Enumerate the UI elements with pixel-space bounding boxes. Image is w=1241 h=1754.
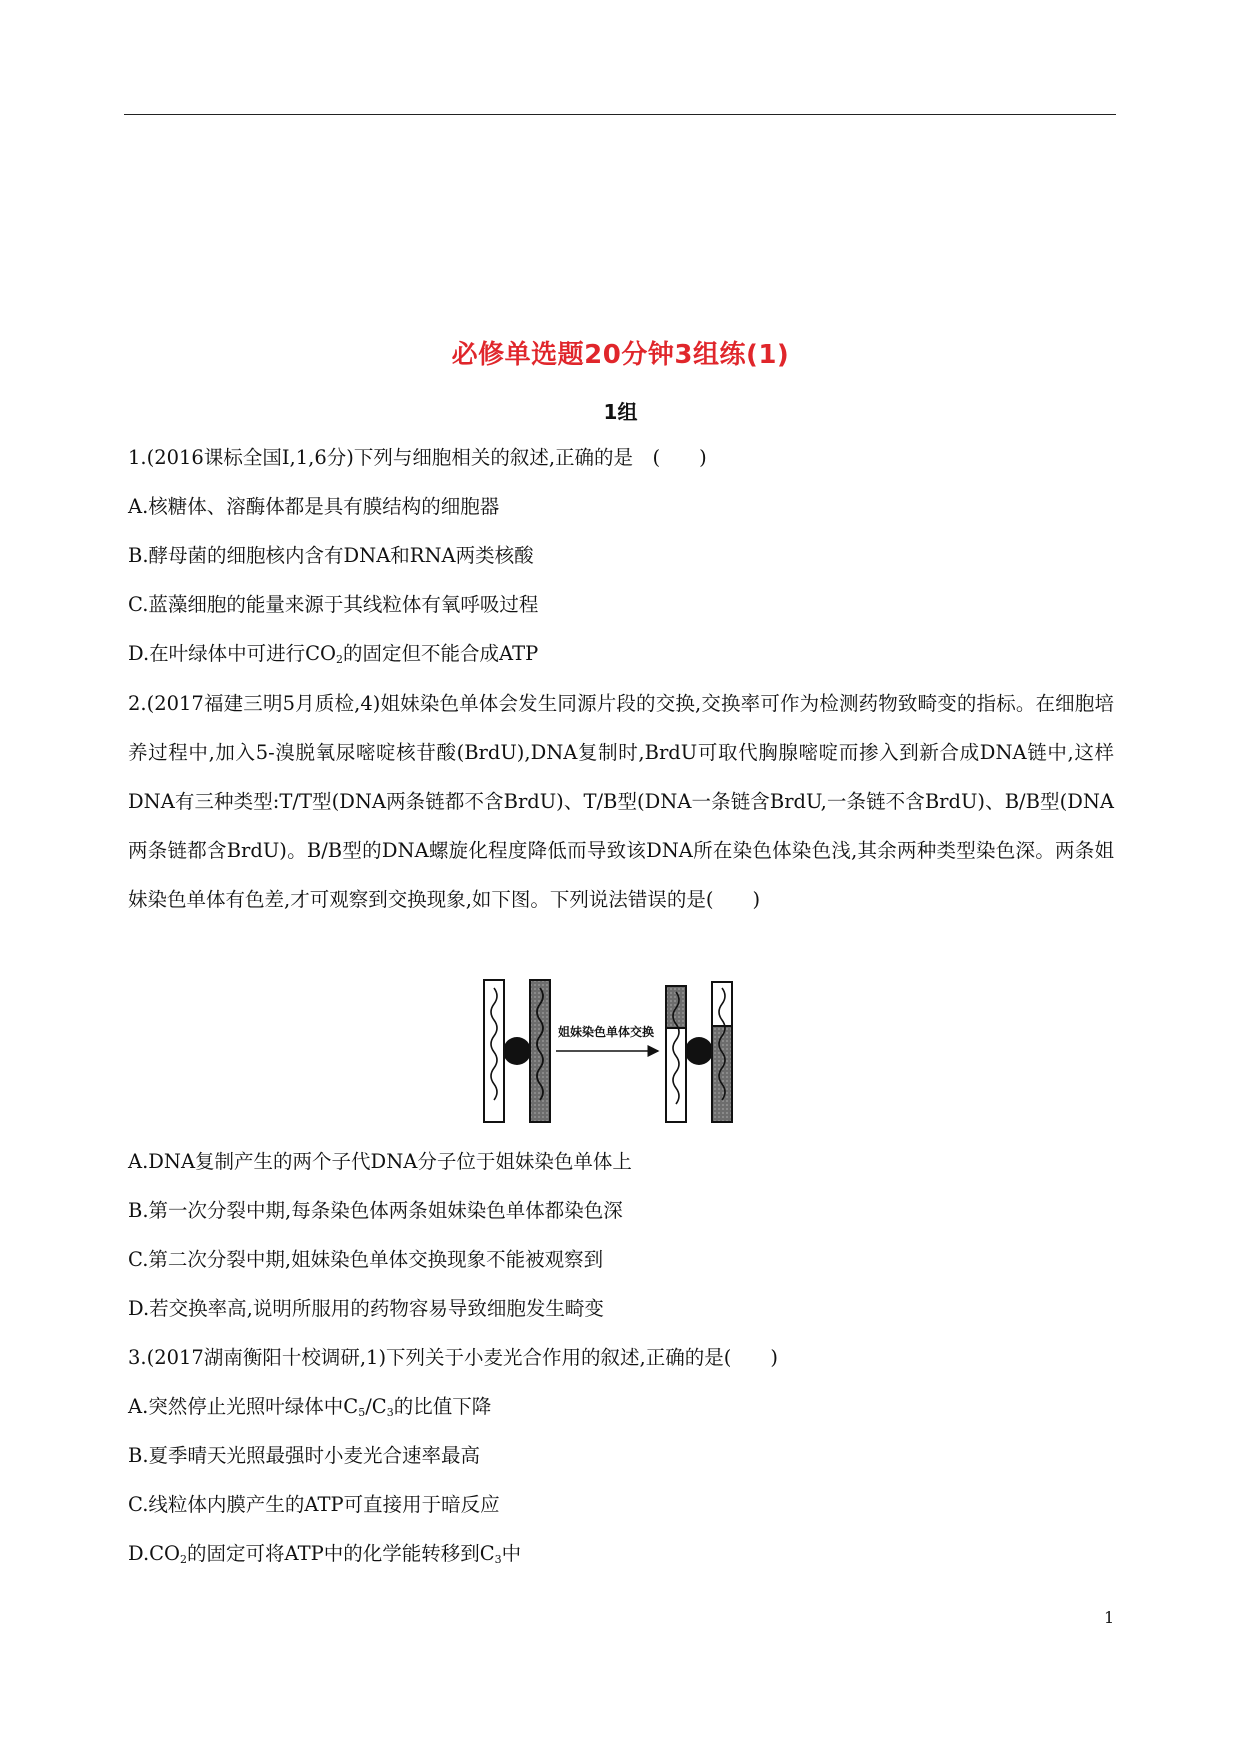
q3-option-a: A.突然停止光照叶绿体中$C_5/C_3$的比值下降 <box>128 1395 492 1419</box>
figure-arrow-label: 姐妹染色单体交换 <box>557 1025 655 1039</box>
q3-option-c: C.线粒体内膜产生的ATP可直接用于暗反应 <box>128 1493 500 1516</box>
q3-option-b: B.夏季晴天光照最强时小麦光合速率最高 <box>128 1444 481 1467</box>
sister-chromatid-exchange-figure <box>478 976 768 1126</box>
q2-option-c: C.第二次分裂中期,姐妹染色单体交换现象不能被观察到 <box>128 1248 604 1271</box>
q1-option-c: C.蓝藻细胞的能量来源于其线粒体有氧呼吸过程 <box>128 593 539 616</box>
page-title: 必修单选题20分钟3组练(1) <box>451 340 790 370</box>
q2-option-b: B.第一次分裂中期,每条染色体两条姐妹染色单体都染色深 <box>128 1199 623 1222</box>
header-rule <box>124 114 1116 115</box>
q1-option-b: B.酵母菌的细胞核内含有DNA和RNA两类核酸 <box>128 544 534 567</box>
q1-option-a: A.核糖体、溶酶体都是具有膜结构的细胞器 <box>128 495 500 518</box>
q3-option-d: $D.CO_2$的固定可将ATP中的化学能转移到$C_3$中 <box>128 1542 522 1566</box>
q2-stem: 2.(2017福建三明5月质检,4)姐妹染色单体会发生同源片段的交换,交换率可作为检测药物致畸变的指标。在细胞培养过程中,加入5-溴脱氧尿嘧啶核苷酸(BrdU),DNA复制时,BrdU可取代胸腺嘧啶而掺入到新合成DNA链中,这样DNA有三种类型:T/T型(DNA两条链都不含BrdU)、T/B型(DNA一条链含BrdU,一条链不含BrdU)、B/B型(DNA两条链都含BrdU)。B/B型的DNA螺旋化程度降低而导致该DNA所在染色体染色浅,其余两种类型染色深。两条姐妹染色单体有色差,才可观察到交换现象,如下图。下列说法错误的是( ) <box>128 692 1114 911</box>
q2-option-a: A.DNA复制产生的两个子代DNA分子位于姐妹染色单体上 <box>128 1150 632 1173</box>
q2-option-d: D.若交换率高,说明所服用的药物容易导致细胞发生畸变 <box>128 1297 604 1320</box>
q1-option-d: D.在叶绿体中可进行$CO_2$的固定但不能合成ATP <box>128 642 539 666</box>
page-number: 1 <box>1104 1608 1115 1627</box>
q1-stem: 1.(2016课标全国Ⅰ,1,6分)下列与细胞相关的叙述,正确的是 ( ) <box>128 446 707 469</box>
q3-stem: 3.(2017湖南衡阳十校调研,1)下列关于小麦光合作用的叙述,正确的是( ) <box>128 1346 778 1369</box>
group-heading: 1组 <box>603 400 638 424</box>
